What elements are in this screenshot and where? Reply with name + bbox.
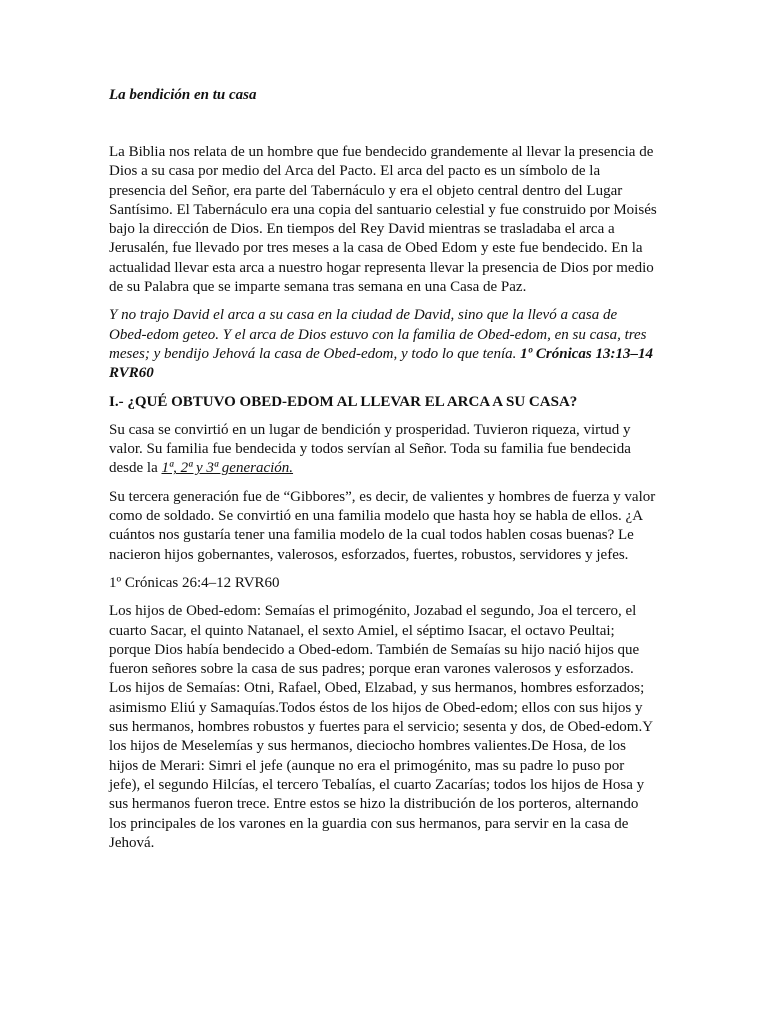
sons-paragraph: Los hijos de Obed-edom: Semaías el primogénito, Jozabad el segundo, Joa el tercero, el cuarto Sacar, el quinto Natanael, el sexto Amiel, el séptimo Isacar, el octavo Peultai; porque Dios había bendecido a Obed-edom. También de Semaías su hijo nació hijos que fueron señores sobre la casa de sus padres; porque eran varones valerosos y esforzados. Los hijos de Semaías: Otni, Rafael, Obed, Elzabad, y sus hermanos, hombres esforzados; asimismo Eliú y Samaquías.Todos éstos de los hijos de Obed-edom; ellos con sus hijos y sus hermanos, hombres robustos y fuertes para el servicio; sesenta y dos, de Obed-edom.Y los hijos de Meselemías y sus hermanos, dieciocho hombres valientes.De Hosa, de los hijos de Merari: Simri el jefe (aunque no era el primogénito, mas su padre lo puso por jefe), el segundo Hilcías, el tercero Tebalías, el cuarto Zacarías; todos los hijos de Hosa y sus hermanos fueron trece. Entre estos se hizo la distribución de los porteros, alternando los principales de los varones en la guardia con sus hermanos, para servir en la casa de Jehová.: [109, 603, 653, 851]
generation-underlined: 1ª, 2ª y 3ª generación.: [161, 460, 294, 477]
third-generation-paragraph: Su tercera generación fue de “Gibbores”, es decir, de valientes y hombres de fuerza y valor como de soldado. Se convirtió en una familia modelo que hasta hoy se habla de ellos. ¿A cuántos nos gustaría tener una familia modelo de la cual todos hablen cosas buenas? Le nacieron hijos gobernantes, valerosos, esforzados, fuertes, robustos, servidores y jefes.: [109, 488, 656, 563]
document-title: La bendición en tu casa: [109, 87, 257, 103]
intro-paragraph: La Biblia nos relata de un hombre que fue bendecido grandemente al llevar la presencia de Dios a su casa por medio del Arca del Pacto. El arca del pacto es un símbolo de la presencia del Señor, era parte del Tabernáculo y era el objeto central dentro del Lugar Santísimo. El Tabernáculo era una copia del santuario celestial y fue construido por Moisés bajo la dirección de Dios. En tiempos del Rey David mientras se trasladaba el arca a Jerusalén, fue llevado por tres meses a la casa de Obed Edom y este fue bendecido. En la actualidad llevar esta arca a nuestro hogar representa llevar la presencia de Dios por medio de su Palabra que se imparte semana tras semana en una Casa de Paz.: [109, 144, 657, 296]
document-body: [109, 143, 657, 862]
scripture-reference: 1º Crónicas 26:4–12 RVR60: [109, 574, 280, 591]
quote-text: Y no trajo David el arca a su casa en la ciudad de David, sino que la llevó a casa de Obed-edom geteo. Y el arca de Dios estuvo con la familia de Obed-edom, en su casa, tres meses; y bendijo Jehová la casa de Obed-edom, y todo lo que tenía.: [109, 307, 647, 362]
scripture-quote: [109, 306, 657, 383]
section-heading: I.- ¿QUÉ OBTUVO OBED-EDOM AL LLEVAR EL ARCA A SU CASA?: [109, 393, 578, 410]
blessing-paragraph: [109, 421, 657, 479]
quote-reference: 1º Crónicas 13:13–14 RVR60: [109, 345, 653, 382]
blessing-text: Su casa se convirtió en un lugar de bendición y prosperidad. Tuvieron riqueza, virtud y valor. Su familia fue bendecida y todos servían al Señor. Toda su familia fue bendecida desde la: [109, 421, 631, 477]
